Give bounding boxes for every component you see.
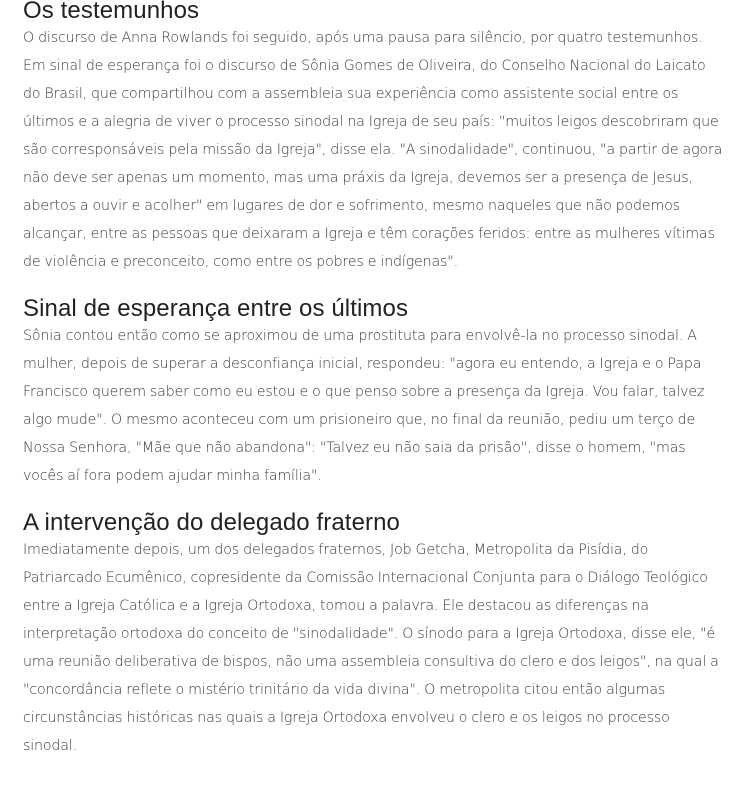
section-heading: Sinal de esperança entre os últimos <box>23 295 409 322</box>
section-heading: Os testemunhos <box>23 0 200 24</box>
section-sign-of-hope <box>23 296 723 490</box>
section-fraternal-delegate <box>23 510 723 760</box>
section-paragraph: O discurso de Anna Rowlands foi seguido, após uma pausa para silêncio, por quatro testemunhos. Em sinal de esperança foi o discurso de Sônia Gomes de Oliveira, do Conselho Nacional do Laicato do Brasil, que compartilhou com a assembleia sua experiência como assistente social entre os últimos e a alegria de viver o processo sinodal na Igreja de seu país: "muitos leigos descobriram que são corresponsáveis pela missão da Igreja", disse ela. "A sinodalidade", continuou, "a partir de agora não deve ser apenas um momento, mas uma práxis da Igreja, devemos ser a presença de Jesus, abertos a ouvir e acolher" em lugares de dor e sofrimento, mesmo naqueles que não podemos alcançar, entre as pessoas que deixaram a Igreja e têm corações feridos: entre as mulheres vítimas de violência e preconceito, como entre os pobres e indígenas". <box>23 30 723 270</box>
section-testimonies <box>23 0 723 276</box>
section-heading: A intervenção do delegado fraterno <box>23 509 401 536</box>
section-paragraph: Sônia contou então como se aproximou de uma prostituta para envolvê-la no processo sinodal. A mulher, depois de superar a desconfiança inicial, respondeu: "agora eu entendo, a Igreja e o Papa Francisco querem saber como eu estou e o que penso sobre a presença da Igreja. Vou falar, talvez algo mude". O mesmo aconteceu com um prisioneiro que, no final da reunião, pediu um terço de Nossa Senhora, "Mãe que não abandona": "Talvez eu não saia da prisão", disse o homem, "mas vocês aí fora podem ajudar minha família". <box>23 328 705 484</box>
article-body <box>23 0 723 760</box>
section-paragraph: Imediatamente depois, um dos delegados fraternos, Job Getcha, Metropolita da Pisídia, do Patriarcado Ecumênico, copresidente da Comissão Internacional Conjunta para o Diálogo Teológico entre a Igreja Católica e a Igreja Ortodoxa, tomou a palavra. Ele destacou as diferenças na interpretação ortodoxa do conceito de "sinodalidade". O sínodo para a Igreja Ortodoxa, disse ele, "é uma reunião deliberativa de bispos, não uma assembleia consultiva do clero e dos leigos", na qual a "concordância reflete o mistério trinitário da vida divina". O metropolita citou então algumas circunstâncias históricas nas quais a Igreja Ortodoxa envolveu o clero e os leigos no processo sinodal. <box>23 542 719 754</box>
